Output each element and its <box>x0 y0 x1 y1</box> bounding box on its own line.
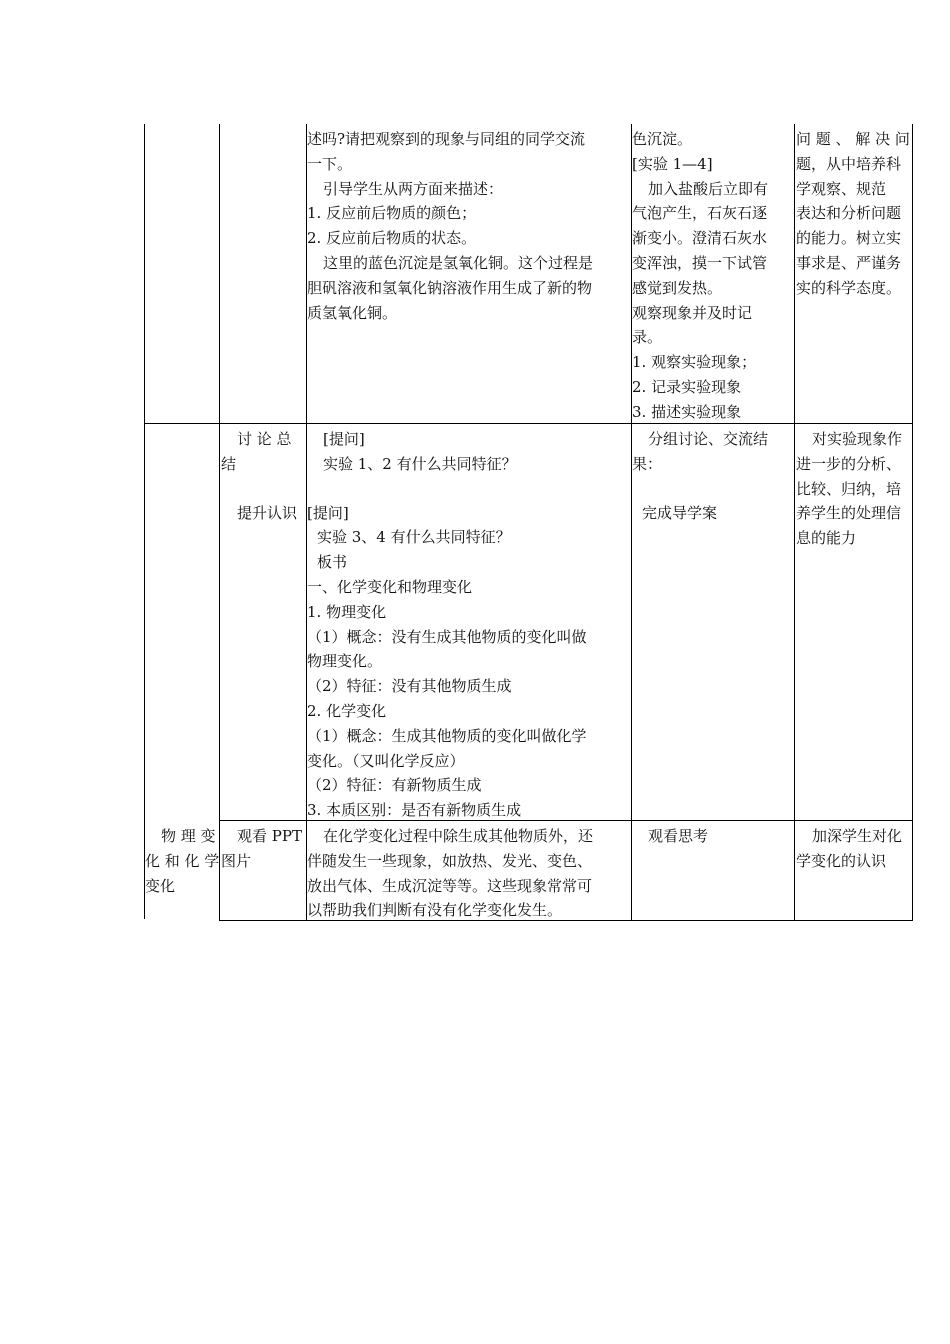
row2-design-intent <box>796 427 912 551</box>
text-line: 观看思考 <box>648 827 709 845</box>
text-line: 加深学生对化 <box>812 827 903 845</box>
text-line: 板书 <box>317 553 348 572</box>
row1-student-activity <box>632 127 794 425</box>
text-line: 观看 PPT <box>237 827 302 845</box>
text-line: 图片 <box>221 851 252 870</box>
text-line: 学观察、规范 <box>796 179 887 198</box>
table-border-left <box>144 124 145 919</box>
text-line: （1）概念：生成其他物质的变化叫做化学 <box>307 726 587 745</box>
text-line: 变化。（又叫化学反应） <box>307 751 465 770</box>
table-row-divider-1 <box>144 423 913 424</box>
text-line: 变浑浊，摸一下试管 <box>632 253 768 272</box>
text-line: 物理变化。 <box>307 652 383 671</box>
text-line: 1. 物理变化 <box>307 602 387 621</box>
text-line: 观察现象并及时记 <box>632 303 753 322</box>
text-line: 的能力。树立实 <box>796 229 902 248</box>
text-line: 题，从中培养科 <box>796 154 902 173</box>
text-line: 2. 记录实验现象 <box>632 377 742 396</box>
text-line: 录。 <box>632 328 663 347</box>
text-line: 述吗?请把观察到的现象与同组的同学交流 <box>307 130 586 148</box>
text-line: 讨 论 总 <box>237 430 292 448</box>
row1-design-intent <box>796 127 912 301</box>
text-line: [实验 1—4] <box>632 154 713 173</box>
text-line: （2）特征：有新物质生成 <box>307 776 482 795</box>
text-line: 提升认识 <box>237 503 298 522</box>
row2-link <box>221 427 306 525</box>
text-line: 3. 描述实验现象 <box>632 402 742 421</box>
text-line: 加入盐酸后立即有 <box>648 179 769 198</box>
text-line: 伴随发生一些现象，如放热、发光、变色、 <box>307 851 593 870</box>
text-line: 3. 本质区别：是否有新物质生成 <box>307 801 522 820</box>
text-line: 渐变小。澄清石灰水 <box>632 229 768 248</box>
text-line: 比较、归纳，培 <box>796 479 902 498</box>
text-line: 物 理 变 <box>161 827 216 845</box>
text-line: 1. 观察实验现象； <box>632 353 757 372</box>
table-divider-col1 <box>219 124 220 921</box>
text-line: （2）特征：没有其他物质生成 <box>307 677 512 696</box>
text-line: 以帮助我们判断有没有化学变化发生。 <box>307 901 563 920</box>
text-line: 2. 化学变化 <box>307 701 387 720</box>
text-line: 色沉淀。 <box>632 130 693 148</box>
row3-link <box>221 824 306 874</box>
text-line: 化 和 化 学 <box>145 851 220 870</box>
row3-teacher-activity <box>307 824 631 923</box>
text-line: [提问] <box>323 430 365 448</box>
text-line: 气泡产生，石灰石逐 <box>632 204 768 223</box>
text-line: 事求是、严谨务 <box>796 253 902 272</box>
text-line: 实的科学态度。 <box>796 278 902 297</box>
text-line: 果： <box>632 454 663 473</box>
text-line: 引导学生从两方面来描述： <box>323 179 504 198</box>
text-line: 实验 1、2 有什么共同特征？ <box>323 454 517 473</box>
text-line: 放出气体、生成沉淀等等。这些现象常常可 <box>307 876 593 895</box>
text-line: [提问] <box>307 503 349 522</box>
text-line: 变化 <box>145 876 176 895</box>
text-line: 结 <box>221 454 237 473</box>
table-border-right <box>912 124 913 921</box>
text-line: 养学生的处理信 <box>796 504 902 523</box>
text-line: 胆矾溶液和氢氧化钠溶液作用生成了新的物 <box>307 278 593 297</box>
row3-student-activity <box>632 824 794 849</box>
text-line: 这里的蓝色沉淀是氢氧化铜。这个过程是 <box>323 253 594 272</box>
text-line: 进一步的分析、 <box>796 454 902 473</box>
text-line: 问 题 、 解 决 问 <box>796 130 910 148</box>
text-line: 实验 3、4 有什么共同特征？ <box>317 528 511 547</box>
row1-teacher-activity <box>307 127 631 325</box>
row2-student-activity <box>632 427 794 525</box>
text-line: 一、化学变化和物理变化 <box>307 577 473 596</box>
text-line: （1）概念：没有生成其他物质的变化叫做 <box>307 627 587 646</box>
text-line: 息的能力 <box>796 529 857 548</box>
row3-design-intent <box>796 824 912 874</box>
text-line: 学变化的认识 <box>796 851 887 870</box>
row2-teacher-activity <box>307 427 631 823</box>
text-line: 在化学变化过程中除生成其他物质外，还 <box>323 827 594 845</box>
text-line: 一下。 <box>307 154 353 173</box>
table-divider-col4 <box>794 124 795 921</box>
text-line: 表达和分析问题 <box>796 204 902 223</box>
text-line: 质氢氧化铜。 <box>307 303 398 322</box>
text-line: 完成导学案 <box>642 503 718 522</box>
text-line: 分组讨论、交流结 <box>648 430 769 448</box>
topic-cell <box>145 824 219 898</box>
text-line: 感觉到发热。 <box>632 278 723 297</box>
text-line: 2. 反应前后物质的状态。 <box>307 229 477 248</box>
text-line: 对实验现象作 <box>812 430 903 448</box>
text-line: 1. 反应前后物质的颜色； <box>307 204 477 223</box>
